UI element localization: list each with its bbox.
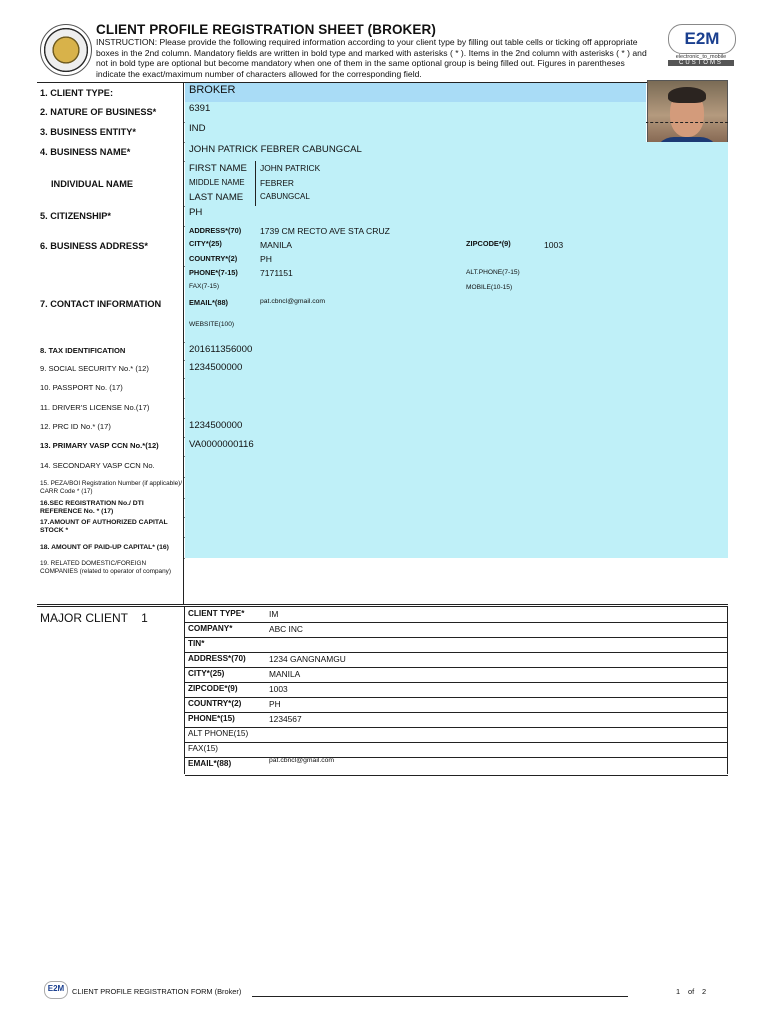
row-individual-name	[37, 161, 728, 207]
phone-label: PHONE*(7-15)	[189, 268, 238, 277]
prc-id-label: 12. PRC ID No.* (17)	[37, 418, 184, 437]
sec-registration-label: 16.SEC REGISTRATION No./ DTI REFERENCE No. * (17)	[37, 498, 184, 517]
passport-field[interactable]	[185, 378, 728, 398]
address-value: 1739 CM RECTO AVE STA CRUZ	[260, 226, 390, 236]
primary-vasp-field[interactable]	[185, 437, 728, 456]
phone-value: 7171151	[260, 268, 293, 278]
e2m-logo-subtitle: electronic_to_mobile	[675, 54, 727, 60]
business-address-fields[interactable]	[185, 226, 728, 266]
entity-field[interactable]	[185, 122, 646, 142]
major-client-field-value: 1003	[269, 684, 288, 694]
major-client-field-value: pat.cbncl@gmail.com	[269, 757, 335, 764]
city-value: MANILA	[260, 240, 292, 250]
major-client-field-label: PHONE*(15)	[188, 714, 235, 723]
major-client-field-value: 1234 GANGNAMGU	[269, 654, 346, 664]
major-client-field-label: COMPANY*	[188, 624, 233, 633]
row-peza-boi	[37, 477, 728, 499]
row-primary-vasp	[37, 437, 728, 457]
first-name-value: JOHN PATRICK	[260, 163, 321, 173]
entity-label: 3. BUSINESS ENTITY*	[37, 122, 184, 142]
major-client-field-label: COUNTRY*(2)	[188, 699, 242, 708]
major-client-row[interactable]	[185, 652, 728, 668]
major-client-row[interactable]	[185, 667, 728, 683]
e2m-logo-text: E2M	[668, 24, 736, 54]
major-client-row[interactable]	[185, 742, 728, 758]
major-client-label: MAJOR CLIENT	[40, 611, 128, 625]
page-footer	[44, 985, 734, 1003]
row-tax-identification	[37, 342, 728, 361]
major-client-section	[37, 606, 728, 774]
business-name-value: JOHN PATRICK FEBRER CABUNGCAL	[189, 144, 362, 155]
client-type-field[interactable]	[185, 83, 646, 103]
major-client-field-label: CLIENT TYPE*	[188, 609, 245, 618]
major-client-row[interactable]	[185, 682, 728, 698]
primary-vasp-value: VA0000000116	[189, 439, 254, 450]
sec-registration-field[interactable]	[185, 498, 728, 517]
related-companies-label: 19. RELATED DOMESTIC/FOREIGN COMPANIES (related to operator of company)	[37, 558, 184, 604]
customs-bar: CUSTOMS	[668, 60, 734, 66]
major-client-field-value: 1234567	[269, 714, 302, 724]
last-name-label: LAST NAME	[189, 192, 244, 203]
contact-fields[interactable]	[185, 266, 728, 342]
major-client-row[interactable]	[185, 607, 728, 623]
paid-up-capital-field[interactable]	[185, 537, 728, 558]
e2m-logo	[668, 24, 734, 74]
prc-id-value: 1234500000	[189, 420, 243, 431]
major-client-row[interactable]	[185, 637, 728, 653]
alt-phone-label: ALT.PHONE(7-15)	[466, 269, 520, 276]
prc-id-field[interactable]	[185, 418, 728, 437]
row-contact-information	[37, 266, 728, 343]
footer-page-number: 1	[676, 987, 681, 996]
row-sec-registration	[37, 498, 728, 518]
authorized-capital-label: 17.AMOUNT OF AUTHORIZED CAPITAL STOCK *	[37, 517, 184, 537]
zipcode-value: 1003	[544, 240, 564, 250]
fax-label: FAX(7-15)	[189, 283, 220, 290]
sss-field[interactable]	[185, 360, 728, 378]
major-client-field-value: IM	[269, 609, 279, 619]
form-title: CLIENT PROFILE REGISTRATION SHEET (BROKER)	[96, 22, 436, 37]
row-business-name	[37, 142, 728, 162]
individual-name-fields[interactable]	[185, 161, 728, 206]
business-name-field[interactable]	[185, 142, 728, 161]
address-label: ADDRESS*(70)	[189, 226, 242, 235]
sss-value: 1234500000	[189, 362, 243, 373]
major-client-field-value: MANILA	[269, 669, 301, 679]
row-paid-up-capital	[37, 537, 728, 559]
row-authorized-capital	[37, 517, 728, 538]
primary-vasp-label: 13. PRIMARY VASP CCN No.*(12)	[37, 437, 184, 456]
country-label: COUNTRY*(2)	[189, 254, 238, 263]
row-drivers-license	[37, 398, 728, 419]
client-type-value: BROKER	[189, 84, 236, 96]
major-client-field-label: EMAIL*(88)	[188, 759, 232, 768]
last-name-value: CABUNGCAL	[260, 192, 310, 201]
major-client-row[interactable]	[185, 757, 728, 776]
drivers-license-label: 11. DRIVER'S LICENSE No.(17)	[37, 398, 184, 418]
mobile-label: MOBILE(10-15)	[466, 284, 513, 291]
major-client-row[interactable]	[185, 727, 728, 743]
email-value: pat.cbncl@gmail.com	[260, 298, 326, 305]
citizenship-field[interactable]	[185, 206, 728, 226]
entity-value: IND	[189, 123, 206, 134]
related-companies-field[interactable]	[185, 558, 728, 604]
citizenship-label: 5. CITIZENSHIP*	[37, 206, 184, 226]
footer-total-pages: 2	[702, 987, 707, 996]
footer-form-name: CLIENT PROFILE REGISTRATION FORM (Broker)	[72, 987, 242, 996]
peza-boi-field[interactable]	[185, 477, 728, 498]
row-business-address	[37, 226, 728, 267]
major-client-field-label: ADDRESS*(70)	[188, 654, 246, 663]
major-client-heading	[40, 611, 148, 625]
instruction-text: INSTRUCTION: Please provide the following required information according to your client type by filling out table cells or ticking off appropriate boxes in the 2nd column. Mandatory fields are written in bold type and marked with asterisks ( * ). Items in the 2nd column with asterisks ( * ) and not in bold type are optional but become mandatory when one of them in the same optional group is being filled out. Figures in parentheses indicate the exact/maximum number of characters allowed for the corresponding field.	[96, 37, 647, 79]
business-address-label: 6. BUSINESS ADDRESS*	[37, 226, 184, 266]
footer-e2m-logo: E2M	[44, 981, 68, 999]
major-client-row[interactable]	[185, 712, 728, 728]
nature-field[interactable]	[185, 102, 646, 122]
major-client-field-value: ABC INC	[269, 624, 303, 634]
city-label: CITY*(25)	[189, 239, 222, 248]
secondary-vasp-field[interactable]	[185, 456, 728, 477]
tin-label: 8. TAX IDENTIFICATION	[37, 342, 184, 360]
secondary-vasp-label: 14. SECONDARY VASP CCN No.	[37, 456, 184, 477]
authorized-capital-field[interactable]	[185, 517, 728, 537]
major-client-field-label: FAX(15)	[188, 744, 219, 753]
major-client-number: 1	[141, 611, 148, 625]
row-prc-id	[37, 418, 728, 438]
major-client-field-label: ALT PHONE(15)	[188, 729, 249, 738]
row-entity	[37, 122, 728, 143]
citizenship-value: PH	[189, 207, 203, 218]
major-client-field-value: PH	[269, 699, 281, 709]
drivers-license-field[interactable]	[185, 398, 728, 418]
major-client-field-label: ZIPCODE*(9)	[188, 684, 238, 693]
bureau-of-customs-seal	[40, 24, 92, 76]
business-name-label: 4. BUSINESS NAME*	[37, 142, 184, 161]
row-related-companies	[37, 558, 728, 605]
individual-name-label: INDIVIDUAL NAME	[37, 161, 184, 206]
paid-up-capital-label: 18. AMOUNT OF PAID-UP CAPITAL* (16)	[37, 537, 184, 558]
contact-information-label: 7. CONTACT INFORMATION	[37, 266, 184, 342]
row-passport	[37, 378, 728, 399]
row-social-security	[37, 360, 728, 379]
sss-label: 9. SOCIAL SECURITY No.* (12)	[37, 360, 184, 378]
row-citizenship	[37, 206, 728, 227]
row-client-type	[37, 82, 728, 103]
email-label: EMAIL*(88)	[189, 298, 229, 307]
row-secondary-vasp	[37, 456, 728, 478]
major-client-row[interactable]	[185, 622, 728, 638]
country-value: PH	[260, 254, 272, 264]
major-client-row[interactable]	[185, 697, 728, 713]
middle-name-value: FEBRER	[260, 178, 294, 188]
footer-of-label: of	[688, 987, 695, 996]
client-type-label: 1. CLIENT TYPE:	[37, 83, 184, 103]
zipcode-label: ZIPCODE*(9)	[466, 239, 511, 248]
tin-value: 201611356000	[189, 344, 253, 355]
major-client-field-label: TIN*	[188, 639, 205, 648]
nature-value: 6391	[189, 103, 211, 114]
first-name-label: FIRST NAME	[189, 163, 247, 174]
passport-label: 10. PASSPORT No. (17)	[37, 378, 184, 398]
middle-name-label: MIDDLE NAME	[189, 178, 245, 187]
nature-label: 2. NATURE OF BUSINESS*	[37, 102, 184, 122]
peza-boi-label: 15. PEZA/BOI Registration Number (if applicable)/ CARR Code * (17)	[37, 477, 184, 498]
row-nature	[37, 102, 728, 123]
major-client-field-label: CITY*(25)	[188, 669, 225, 678]
website-label: WEBSITE(100)	[189, 321, 235, 328]
tin-field[interactable]	[185, 342, 728, 360]
